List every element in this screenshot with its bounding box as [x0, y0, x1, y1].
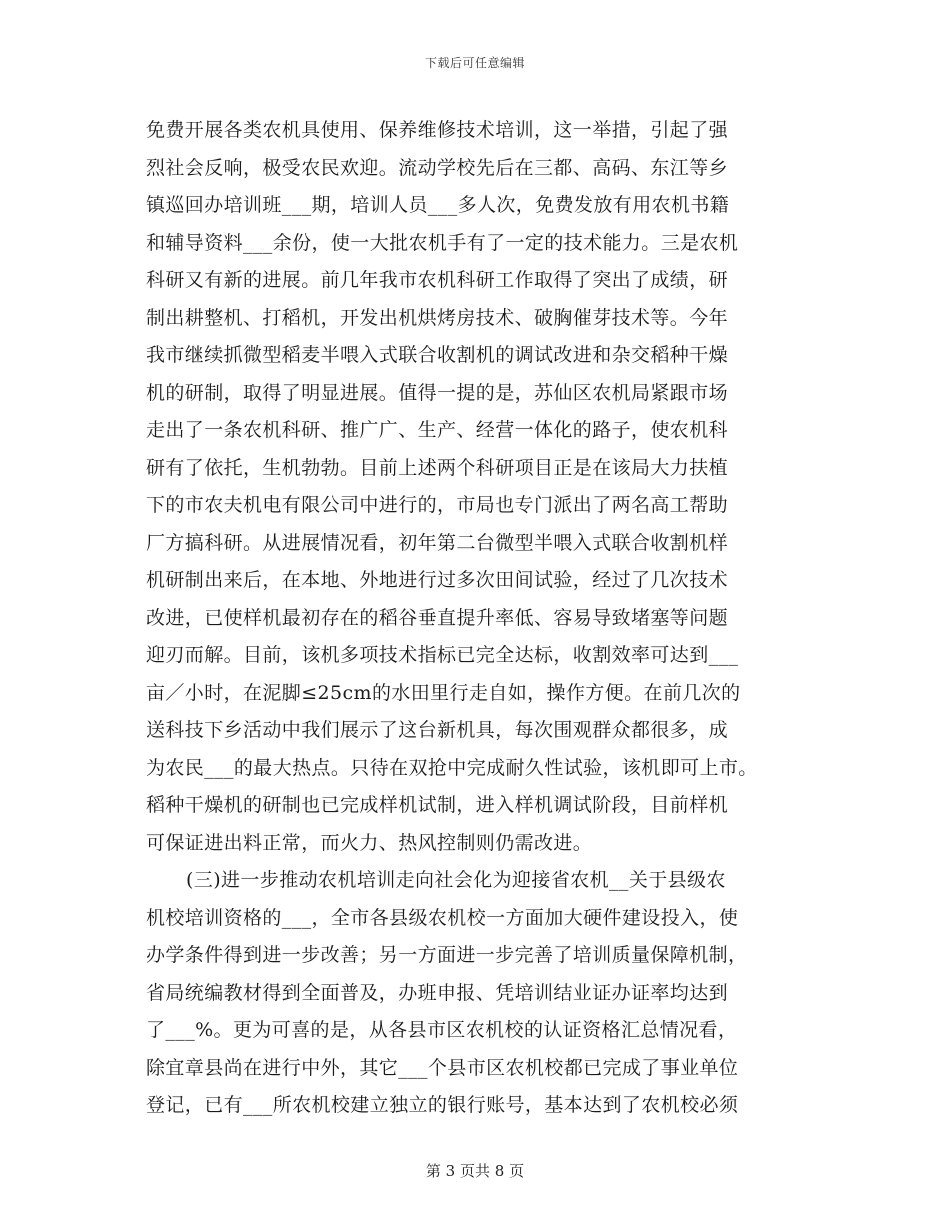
body-line: 迎刃而解。目前，该机多项技术指标已完全达标，收割效率可达到___ — [146, 644, 739, 666]
body-line: 办学条件得到进一步改善；另一方面进一步完善了培训质量保障机制， — [146, 944, 748, 966]
body-line: 镇巡回办培训班___期，培训人员___多人次，免费发放有用农机书籍 — [146, 194, 730, 216]
body-line: 除宜章县尚在进行中外，其它___个县市区农机校都已完成了事业单位 — [146, 1056, 739, 1079]
body-line: 科研又有新的进展。前几年我市农机科研工作取得了突出了成绩，研 — [146, 269, 729, 291]
body-line: 走出了一条农机科研、推广广、生产、经营一体化的路子，使农机科 — [146, 419, 729, 441]
page-header-note: 下载后可任意编辑 — [424, 56, 525, 70]
body-line: 送科技下乡活动中我们展示了这台新机具，每次围观群众都很多，成 — [146, 719, 729, 741]
body-line: 机研制出来后，在本地、外地进行过多次田间试验，经过了几次技术 — [146, 569, 729, 591]
body-line: 亩／小时，在泥脚≤25cm的水田里行走自如，操作方便。在前几次的 — [146, 681, 741, 704]
body-line: 可保证进出料正常，而火力、热风控制则仍需改进。 — [146, 831, 593, 854]
body-line: 免费开展各类农机具使用、保养维修技术培训，这一举措，引起了强 — [146, 119, 729, 141]
body-line: 为农民___的最大热点。只待在双抢中完成耐久性试验，该机即可上市。 — [146, 756, 758, 779]
body-line: 下的市农夫机电有限公司中进行的，市局也专门派出了两名高工帮助 — [146, 494, 729, 516]
body-line: 机校培训资格的___，全市各县级农机校一方面加大硬件建设投入，使 — [146, 906, 739, 929]
body-line: 制出耕整机、打稻机，开发出机烘烤房技术、破胸催芽技术等。今年 — [146, 306, 729, 329]
body-line: 登记，已有___所农机校建立独立的银行账号，基本达到了农机校必须 — [146, 1094, 739, 1116]
body-line: 机的研制，取得了明显进展。值得一提的是，苏仙区农机局紧跟市场 — [146, 381, 729, 404]
page-number-footer: 第 3 页共 8 页 — [425, 1162, 525, 1180]
body-line: 和辅导资料___余份，使一大批农机手有了一定的技术能力。三是农机 — [146, 231, 739, 254]
body-line: 了___%。更为可喜的是，从各县市区农机校的认证资格汇总情况看， — [146, 1019, 738, 1041]
body-line: 研有了依托，生机勃勃。目前上述两个科研项目正是在该局大力扶植 — [146, 456, 729, 479]
body-line: 厂方搞科研。从进展情况看，初年第二台微型半喂入式联合收割机样 — [146, 531, 729, 554]
body-line: 烈社会反响，极受农民欢迎。流动学校先后在三都、高码、东江等乡 — [146, 156, 729, 179]
body-line: 省局统编教材得到全面普及，办班申报、凭培训结业证办证率均达到 — [146, 981, 729, 1004]
document-body — [146, 112, 826, 1125]
body-line: 改进，已使样机最初存在的稻谷垂直提升率低、容易导致堵塞等问题 — [146, 606, 729, 629]
section-heading-line: (三)进一步推动农机培训走向社会化为迎接省农机__关于县级农 — [186, 869, 726, 891]
body-line: 稻种干燥机的研制也已完成样机试制，进入样机调试阶段，目前样机 — [146, 794, 729, 816]
body-line: 我市继续抓微型稻麦半喂入式联合收割机的调试改进和杂交稻种干燥 — [146, 344, 729, 366]
